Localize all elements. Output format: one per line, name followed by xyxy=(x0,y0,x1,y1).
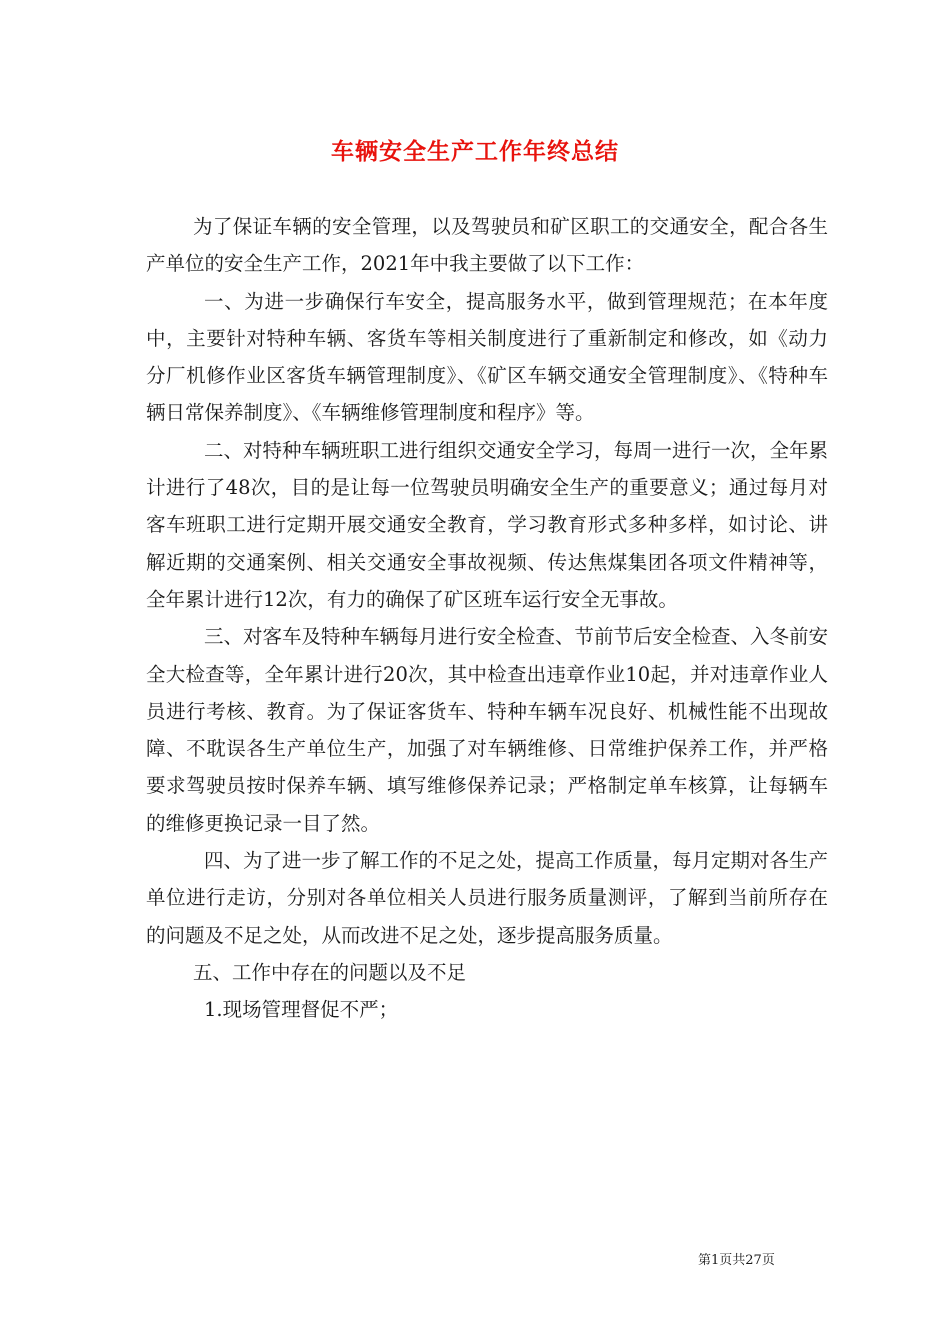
paragraph-section-5-heading: 五、工作中存在的问题以及不足 xyxy=(193,960,467,984)
document-title: 车辆安全生产工作年终总结 xyxy=(331,138,619,165)
paragraph-section-2: 二、对特种车辆班职工进行组织交通安全学习，每周一进行一次，全年累计进行了48次，目的是让每一位驾驶员明确安全生产的重要意义；通过每月对客车班职工进行定期开展交通安全教育，学习教育形式多种多样，如讨论、讲解近期的交通案例、相关交通安全事故视频、传达焦煤集团各项文件精神等，全年累计进行12次，有力的确保了矿区班车运行安全无事故。 xyxy=(146,438,829,611)
paragraph-section-1: 一、为进一步确保行车安全，提高服务水平，做到管理规范；在本年度中，主要针对特种车辆、客货车等相关制度进行了重新制定和修改，如《动力分厂机修作业区客货车辆管理制度》、《矿区车辆交通安全管理制度》、《特种车辆日常保养制度》、《车辆维修管理制度和程序》等。 xyxy=(146,289,828,425)
page-number: 第1页共27页 xyxy=(698,1253,775,1268)
paragraph-section-3: 三、对客车及特种车辆每月进行安全检查、节前节后安全检查、入冬前安全大检查等，全年累计进行20次，其中检查出违章作业10起，并对违章作业人员进行考核、教育。为了保证客货车、特种车辆车况良好、机械性能不出现故障、不耽误各生产单位生产，加强了对车辆维修、日常维护保养工作，并严格要求驾驶员按时保养车辆、填写维修保养记录；严格制定单车核算，让每辆车的维修更换记录一目了然。 xyxy=(146,625,829,835)
paragraph-intro: 为了保证车辆的安全管理，以及驾驶员和矿区职工的交通安全，配合各生产单位的安全生产工作，2021年中我主要做了以下工作： xyxy=(146,215,828,276)
document-body xyxy=(146,208,828,1029)
paragraph-item-1: 1.现场管理督促不严； xyxy=(204,998,399,1022)
paragraph-section-4: 四、为了进一步了解工作的不足之处，提高工作质量，每月定期对各生产单位进行走访，分别对各单位相关人员进行服务质量测评，了解到当前所存在的问题及不足之处，从而改进不足之处，逐步提高服务质量。 xyxy=(146,849,829,947)
